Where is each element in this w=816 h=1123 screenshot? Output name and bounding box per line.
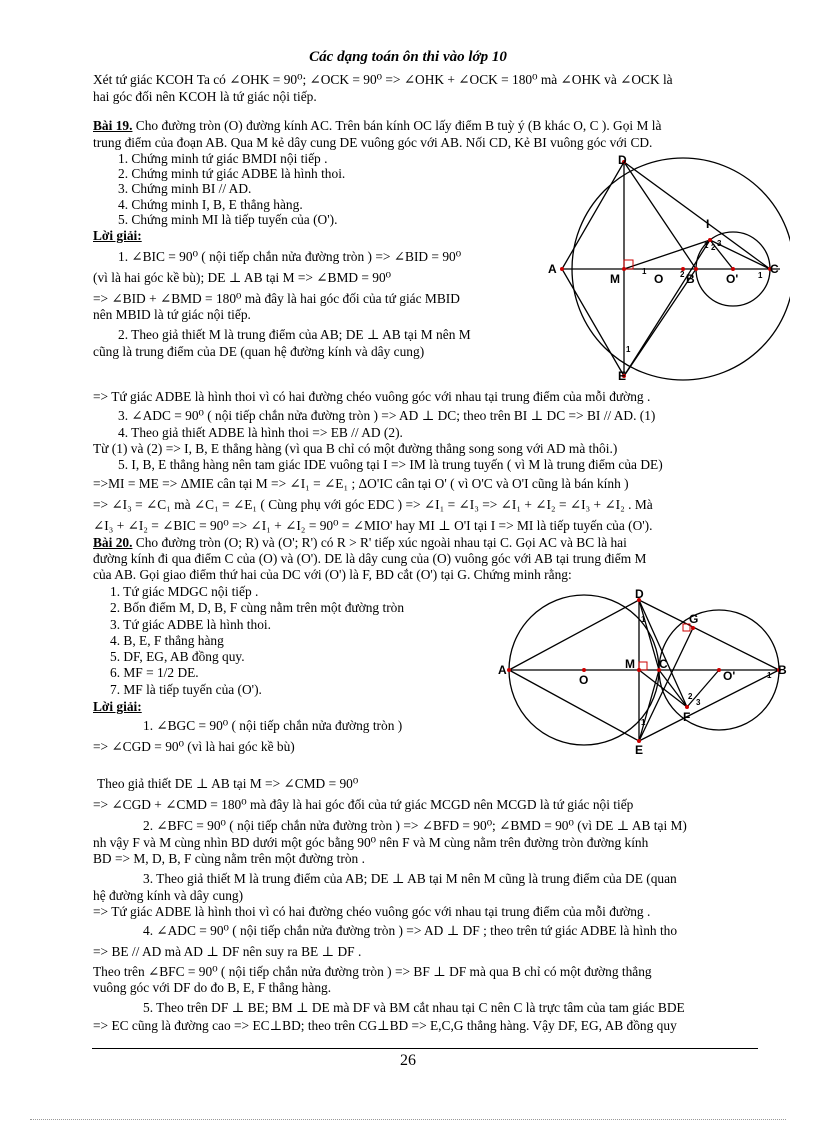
- point-B-label: B: [686, 272, 695, 286]
- page-header: Các dạng toán ôn thi vào lớp 10: [309, 49, 507, 65]
- point-A-label: A: [548, 262, 557, 276]
- list-item: 7. MF là tiếp tuyến của (O').: [110, 682, 262, 697]
- exercise-19-statement: Cho đường tròn (O) đường kính AC. Trên bán kính OC lấy điểm B tuỳ ý (B khác O, C ). Gọi M là: [132, 118, 662, 133]
- text-line: vuông góc với DF do đo B, E, F thẳng hàng.: [93, 980, 332, 995]
- point-G-label: G: [689, 612, 699, 626]
- point-E-label: E: [618, 369, 627, 383]
- exercise-19-line: [93, 118, 661, 134]
- angle-label: 2: [688, 692, 693, 701]
- solution-heading: Lời giải:: [93, 228, 142, 243]
- figure-bai-20: [497, 580, 789, 760]
- list-item: 4. B, E, F thẳng hàng: [110, 633, 224, 648]
- point-F-label: F: [683, 710, 691, 724]
- text-line: BD => M, D, B, F cùng nằm trên một đường tròn .: [93, 851, 365, 866]
- page-edge-dotted: [30, 1119, 786, 1120]
- angle-label: 2: [711, 243, 716, 252]
- text-line: => BE // AD mà AD ⊥ DF nên suy ra BE ⊥ DF .: [93, 944, 362, 959]
- point-M-label: M: [610, 272, 620, 286]
- angle-label: 1: [626, 345, 631, 354]
- text-line: 4. ∠ADC = 90⁰ ( nội tiếp chắn nửa đường tròn ) => AD ⊥ DF ; theo trên tứ giác ADBE là hình tho: [143, 923, 678, 938]
- page-number: 26: [400, 1052, 416, 1069]
- point-C-label: C: [770, 262, 779, 276]
- angle-label: 3: [696, 698, 701, 707]
- text-line: đường kính đi qua điểm C của (O) và (O'). DE là dây cung của (O) vuông góc với AB tại trung điểm M: [93, 551, 647, 566]
- text-line: nh vậy F và M cùng nhìn BD dưới một góc bằng 90⁰ nên F và M cùng nằm trên đường tròn đường kính: [93, 835, 649, 850]
- angle-label: 1: [641, 615, 646, 624]
- text-line: (vì là hai góc kề bù); DE ⊥ AB tại M => ∠BMD = 90⁰: [93, 270, 392, 285]
- text-line: Từ (1) và (2) => I, B, E thẳng hàng (vì qua B chỉ có một đường thẳng song song với AD mà thôi.): [93, 441, 618, 456]
- angle-label: 3: [717, 239, 722, 248]
- list-item: 5. DF, EG, AB đồng quy.: [110, 649, 245, 664]
- point-B-label: B: [778, 663, 787, 677]
- list-item: 2. Bốn điểm M, D, B, F cùng nằm trên một đường tròn: [110, 600, 405, 615]
- text-line: 5. Theo trên DF ⊥ BE; BM ⊥ DE mà DF và BM cắt nhau tại C nên C là trực tâm của tam giác BDE: [143, 1000, 685, 1015]
- figure-bai-19: [540, 150, 790, 385]
- text-line: =>MI = ME => ΔMIE cân tại M => ∠I₁ = ∠E₁ ; ΔO'IC cân tại O' ( vì O'C và O'I cũng là bán kính ): [93, 476, 629, 491]
- point-M-label: M: [625, 657, 635, 671]
- text-line: hai góc đối nên KCOH là tứ giác nội tiếp.: [93, 89, 317, 104]
- point-D-label: D: [618, 153, 627, 167]
- angle-label: 1: [704, 241, 709, 250]
- text-line: 2. ∠BFC = 90⁰ ( nội tiếp chắn nửa đường tròn ) => ∠BFD = 90⁰; ∠BMD = 90⁰ (vì DE ⊥ AB tại M): [143, 818, 687, 833]
- list-item: 6. MF = 1/2 DE.: [110, 665, 199, 680]
- text-line: cũng là trung điểm của DE (quan hệ đường kính và dây cung): [93, 344, 425, 359]
- text-line: => ∠I₃ = ∠C₁ mà ∠C₁ = ∠E₁ ( Cùng phụ với góc EDC ) => ∠I₁ = ∠I₃ => ∠I₁ + ∠I₂ = ∠I₃ + ∠I₂ . Mà: [93, 497, 653, 512]
- point-D-label: D: [635, 587, 644, 601]
- point-O-label: O: [579, 673, 589, 687]
- angle-label: 1: [767, 671, 772, 680]
- text-line: Theo giả thiết DE ⊥ AB tại M => ∠CMD = 90⁰: [97, 776, 359, 791]
- list-item: 5. Chứng minh MI là tiếp tuyến của (O').: [118, 212, 338, 227]
- point-E-label: E: [635, 743, 644, 757]
- angle-label: 1: [642, 267, 647, 276]
- point-I-label: I: [706, 217, 710, 231]
- footer-rule: [92, 1048, 758, 1049]
- point-A-label: A: [498, 663, 507, 677]
- solution-heading: Lời giải:: [93, 699, 142, 714]
- text-line: => ∠CGD + ∠CMD = 180⁰ mà đây là hai góc đối của tứ giác MCGD nên MCGD là tứ giác nội tiếp: [93, 797, 634, 812]
- text-line: của AB. Gọi giao điểm thứ hai của DC với (O') là F, BD cắt (O') tại G. Chứng minh rằng:: [93, 567, 572, 582]
- text-line: hệ đường kính và dây cung): [93, 888, 244, 903]
- text-line: 3. ∠ADC = 90⁰ ( nội tiếp chắn nửa đường tròn ) => AD ⊥ DC; theo trên BI ⊥ DC => BI // AD. (1): [118, 408, 656, 423]
- text-line: => ∠CGD = 90⁰ (vì là hai góc kề bù): [93, 739, 295, 754]
- text-line: Xét tứ giác KCOH Ta có ∠OHK = 90⁰; ∠OCK = 90⁰ => ∠OHK + ∠OCK = 180⁰ mà ∠OHK và ∠OCK là: [93, 72, 673, 87]
- point-C-label: C: [659, 657, 668, 671]
- angle-label: 2: [680, 270, 685, 279]
- text-line: 2. Theo giả thiết M là trung điểm của AB; DE ⊥ AB tại M nên M: [118, 327, 471, 342]
- exercise-20-title: Bài 20.: [93, 535, 133, 550]
- text-line: ∠I₃ + ∠I₂ = ∠BIC = 90⁰ => ∠I₁ + ∠I₂ = 90⁰ = ∠MIO' hay MI ⊥ O'I tại I => MI là tiếp tuyến của (O').: [93, 518, 653, 533]
- text-line: 4. Theo giả thiết ADBE là hình thoi => EB // AD (2).: [118, 425, 403, 440]
- list-item: 1. Chứng minh tứ giác BMDI nội tiếp .: [118, 151, 328, 166]
- text-line: 1. ∠BIC = 90⁰ ( nội tiếp chắn nửa đường tròn ) => ∠BID = 90⁰: [118, 249, 462, 264]
- list-item: 2. Chứng minh tứ giác ADBE là hình thoi.: [118, 166, 346, 181]
- exercise-20-statement: Cho đường tròn (O; R) và (O'; R') có R > R' tiếp xúc ngoài nhau tại C. Gọi AC và BC là hai: [132, 535, 627, 550]
- point-O-prime-label: O': [726, 272, 739, 286]
- text-line: => EC cũng là đường cao => EC⊥BD; theo trên CG⊥BD => E,C,G thẳng hàng. Vậy DF, EG, AB đồng quy: [93, 1018, 677, 1033]
- angle-label: 1: [641, 718, 646, 727]
- text-line: 3. Theo giả thiết M là trung điểm của AB; DE ⊥ AB tại M nên M cũng là trung điểm của DE (quan: [143, 871, 677, 886]
- text-line: Theo trên ∠BFC = 90⁰ ( nội tiếp chắn nửa đường tròn ) => BF ⊥ DF mà qua B chỉ có một đường thẳng: [93, 964, 652, 979]
- point-O-label: O: [654, 272, 664, 286]
- exercise-19-title: Bài 19.: [93, 118, 133, 133]
- text-line: trung điểm của đoạn AB. Qua M kẻ dây cung DE vuông góc với AB. Nối CD, Kẻ BI vuông góc với CD.: [93, 135, 653, 150]
- list-item: 1. Tứ giác MDGC nội tiếp .: [110, 584, 259, 599]
- list-item: 4. Chứng minh I, B, E thẳng hàng.: [118, 197, 303, 212]
- text-line: 1. ∠BGC = 90⁰ ( nội tiếp chắn nửa đường tròn ): [143, 718, 403, 733]
- list-item: 3. Tứ giác ADBE là hình thoi.: [110, 617, 271, 632]
- point-O-prime-label: O': [723, 669, 736, 683]
- list-item: 3. Chứng minh BI // AD.: [118, 181, 252, 196]
- text-line: nên MBID là tứ giác nội tiếp.: [93, 307, 251, 322]
- text-line: => Tứ giác ADBE là hình thoi vì có hai đường chéo vuông góc với nhau tại trung điểm của mỗi đường .: [93, 904, 651, 919]
- exercise-20-line: [93, 535, 627, 551]
- text-line: => Tứ giác ADBE là hình thoi vì có hai đường chéo vuông góc với nhau tại trung điểm của mỗi đường .: [93, 389, 651, 404]
- angle-label: 1: [758, 271, 763, 280]
- text-line: 5. I, B, E thẳng hàng nên tam giác IDE vuông tại I => IM là trung tuyến ( vì M là trung điểm của DE): [118, 457, 663, 472]
- text-line: => ∠BID + ∠BMD = 180⁰ mà đây là hai góc đối của tứ giác MBID: [93, 291, 460, 306]
